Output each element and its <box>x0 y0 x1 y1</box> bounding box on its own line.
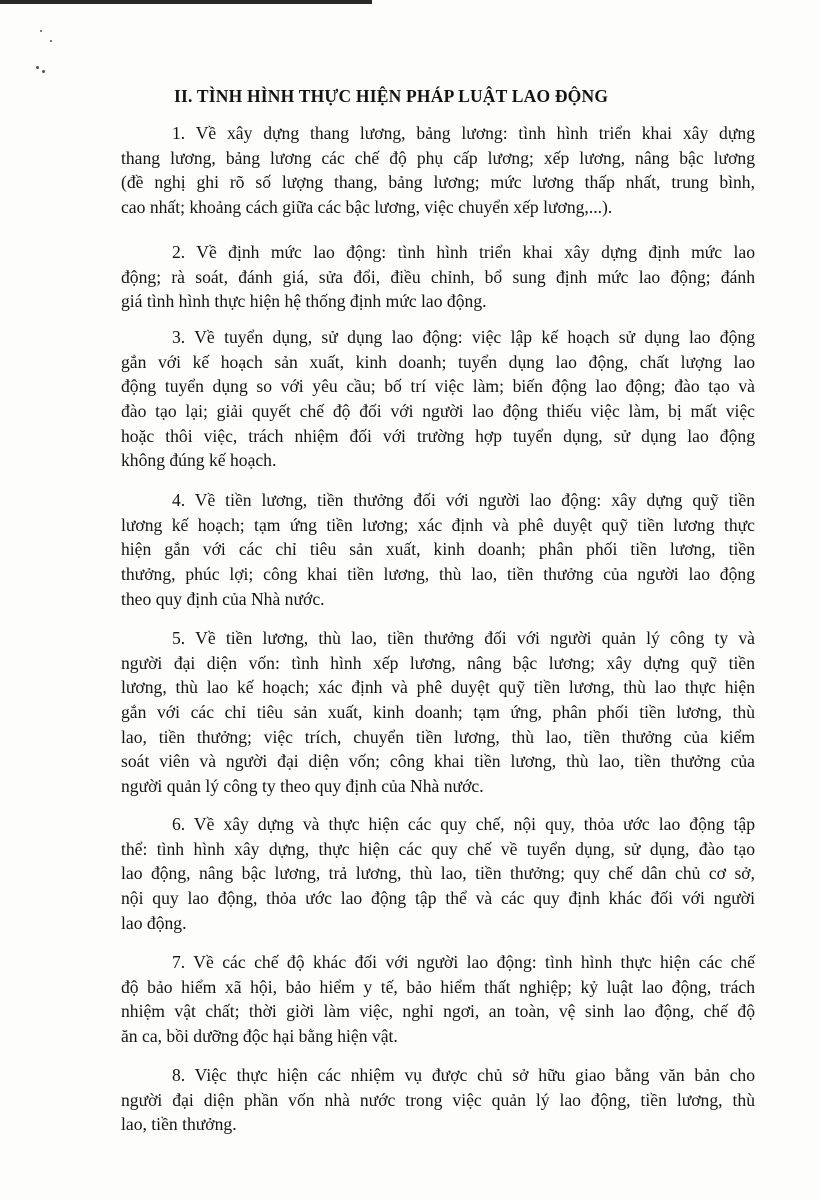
paragraph-line: lao động. <box>121 912 187 933</box>
paragraph-line: người đại diện phần vốn nhà nước trong việc quản lý lao động, tiền lương, thù <box>121 1089 755 1110</box>
scan-edge-line <box>0 0 372 4</box>
paragraph-line: 8. Việc thực hiện các nhiệm vụ được chủ sở hữu giao bằng văn bản cho <box>172 1065 755 1085</box>
paragraph-4 <box>121 488 755 611</box>
paragraph-line: động; rà soát, đánh giá, sửa đổi, điều chỉnh, bổ sung định mức lao động; đánh <box>121 266 755 287</box>
paragraph-line: không đúng kế hoạch. <box>121 450 277 471</box>
paragraph-line: thể: tình hình xây dựng, thực hiện các quy chế về tuyển dụng, sử dụng, đào tạo <box>121 838 755 859</box>
paragraph-line: thang lương, bảng lương các chế độ phụ cấp lương; xếp lương, nâng bậc lương <box>121 147 755 168</box>
paragraph-line: người đại diện vốn: tình hình xếp lương, nâng bậc lương; xây dựng quỹ tiền <box>121 652 755 673</box>
paragraph-line: gắn với các chỉ tiêu sản xuất, kinh doanh; tạm ứng, phân phối tiền lương, thù <box>121 702 755 723</box>
paragraph-line: động tuyển dụng so với yêu cầu; bố trí việc làm; biến động lao động; đào tạo và <box>121 376 755 397</box>
scan-speck <box>36 66 39 69</box>
paragraph-line: độ bảo hiểm xã hội, bảo hiểm y tế, bảo hiểm thất nghiệp; kỷ luật lao động, trách <box>121 976 755 997</box>
paragraph-line: (đề nghị ghi rõ số lượng thang, bảng lương; mức lương thấp nhất, trung bình, <box>121 172 755 193</box>
paragraph-1 <box>121 121 755 220</box>
paragraph-line: hiện gắn với các chỉ tiêu sản xuất, kinh doanh; phân phối tiền lương, tiền <box>121 539 755 560</box>
paragraph-line: theo quy định của Nhà nước. <box>121 588 325 609</box>
paragraph-line: lao, tiền thưởng; việc trích, chuyển tiền lương, thù lao, tiền thưởng của kiểm <box>121 726 755 747</box>
paragraph-line: gắn với kế hoạch sản xuất, kinh doanh; tuyển dụng lao động, chất lượng lao <box>121 351 755 372</box>
scan-speck <box>40 30 42 32</box>
paragraph-line: giá tình hình thực hiện hệ thống định mức lao động. <box>121 291 487 312</box>
paragraph-5 <box>121 626 755 799</box>
paragraph-line: đào tạo lại; giải quyết chế độ đối với người lao động thiếu việc làm, bị mất việc <box>121 401 755 422</box>
paragraph-line: thưởng, phúc lợi; công khai tiền lương, thù lao, tiền thưởng của người lao động <box>121 564 755 585</box>
paragraph-line: người quản lý công ty theo quy định của Nhà nước. <box>121 776 484 797</box>
section-title: II. TÌNH HÌNH THỰC HIỆN PHÁP LUẬT LAO ĐỘNG <box>174 86 609 106</box>
paragraph-line: 6. Về xây dựng và thực hiện các quy chế, nội quy, thỏa ước lao động tập <box>172 814 755 834</box>
paragraph-line: lương kế hoạch; tạm ứng tiền lương; xác định và phê duyệt quỹ tiền lương thực <box>121 514 755 535</box>
paragraph-line: 4. Về tiền lương, tiền thưởng đối với người lao động: xây dựng quỹ tiền <box>172 490 755 510</box>
paragraph-line: nhiệm vật chất; thời giời làm việc, nghỉ ngơi, an toàn, vệ sinh lao động, chế độ <box>121 1001 755 1022</box>
paragraph-line: lao, tiền thưởng. <box>121 1114 237 1135</box>
paragraph-line: 5. Về tiền lương, thù lao, tiền thưởng đối với người quản lý công ty và <box>172 628 755 648</box>
paragraph-2 <box>121 240 755 314</box>
paragraph-3 <box>121 325 755 473</box>
paragraph-line: cao nhất; khoảng cách giữa các bậc lương, việc chuyển xếp lương,...). <box>121 197 613 218</box>
paragraph-line: hoặc thôi việc, trách nhiệm đối với trường hợp tuyển dụng, sử dụng lao động <box>121 425 755 446</box>
paragraph-6 <box>121 812 755 935</box>
paragraph-line: 7. Về các chế độ khác đối với người lao động: tình hình thực hiện các chế <box>172 952 755 972</box>
paragraph-line: soát viên và người đại diện vốn; công khai tiền lương, thù lao, tiền thưởng của <box>121 751 755 772</box>
scan-speck <box>42 70 45 73</box>
paragraph-line: ăn ca, bồi dưỡng độc hại bằng hiện vật. <box>121 1026 398 1047</box>
paragraph-line: lao động, nâng bậc lương, trả lương, thù lao, tiền thưởng; quy chế dân chủ cơ sở, <box>121 863 755 884</box>
paragraph-line: lương, thù lao kế hoạch; xác định và phê duyệt quỹ tiền lương, thù lao thực hiện <box>121 677 755 698</box>
paragraph-7 <box>121 950 755 1049</box>
scan-speck <box>50 40 52 42</box>
paragraph-line: 3. Về tuyển dụng, sử dụng lao động: việc lập kế hoạch sử dụng lao động <box>172 327 755 347</box>
paragraph-line: 1. Về xây dựng thang lương, bảng lương: tình hình triển khai xây dựng <box>172 123 755 143</box>
paragraph-line: 2. Về định mức lao động: tình hình triển khai xây dựng định mức lao <box>172 242 755 262</box>
paragraph-line: nội quy lao động, thỏa ước lao động tập thể và các quy định khác đối với người <box>121 888 755 909</box>
paragraph-8 <box>121 1063 755 1137</box>
